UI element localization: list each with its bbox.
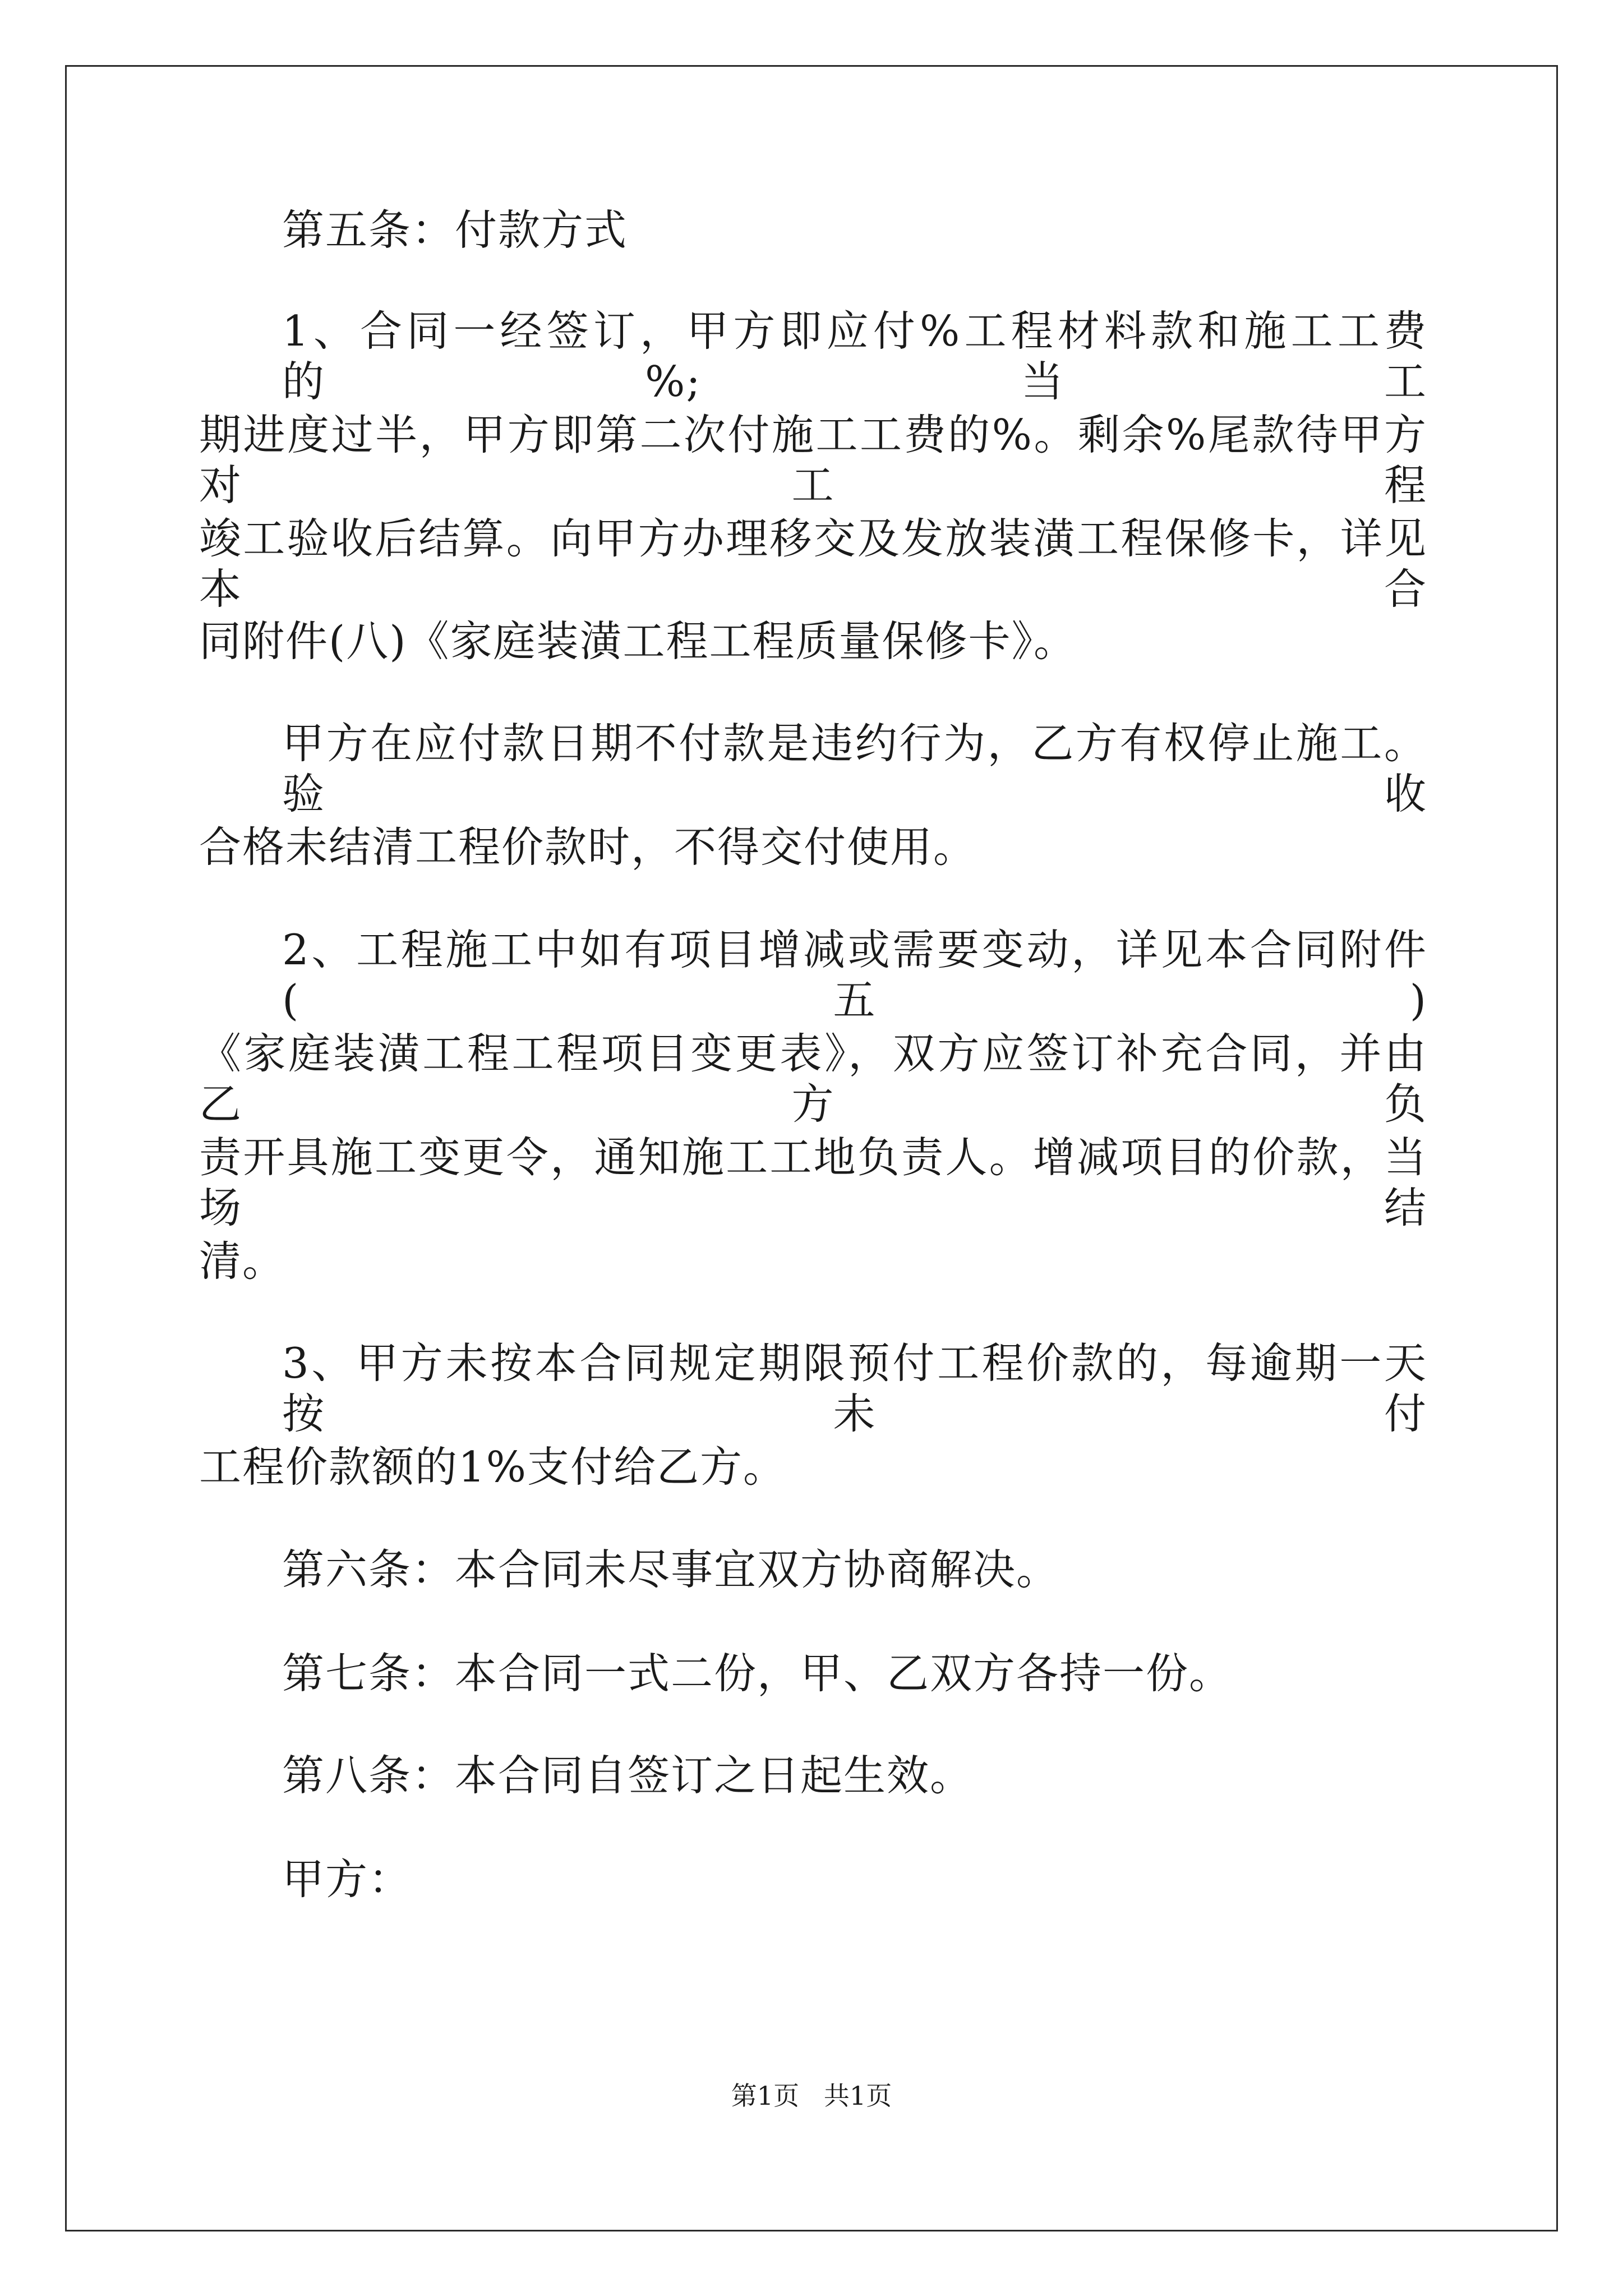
article-8-line: 第八条：本合同自签订之日起生效。 (282, 1751, 974, 1800)
paragraph-line: 1、合同一经签订，甲方即应付%工程材料款和施工工费的%;当工 (282, 306, 1427, 406)
paragraph-line: 同附件(八)《家庭装潢工程工程质量保修卡》。 (199, 616, 1077, 666)
paragraph-line: 责开具施工变更令，通知施工工地负责人。增减项目的价款，当场结 (199, 1133, 1427, 1232)
paragraph-line: 期进度过半，甲方即第二次付施工工费的%。剩余%尾款待甲方对工程 (199, 410, 1427, 510)
article-6-line: 第六条：本合同未尽事宜双方协商解决。 (282, 1545, 1060, 1594)
page-footer: 第1页 共1页 (731, 2081, 892, 2111)
paragraph-line: 3、甲方未按本合同规定期限预付工程价款的，每逾期一天按未付 (282, 1338, 1427, 1438)
paragraph-line: 合格未结清工程价款时，不得交付使用。 (199, 822, 977, 872)
paragraph-line: 工程价款额的1%支付给乙方。 (199, 1442, 786, 1492)
article-7-line: 第七条：本合同一式二份，甲、乙双方各持一份。 (282, 1649, 1233, 1698)
article-5-heading: 第五条：付款方式 (282, 205, 628, 255)
paragraph-line: 甲方在应付款日期不付款是违约行为，乙方有权停止施工。验收 (282, 719, 1427, 818)
paragraph-line: 清。 (199, 1236, 286, 1286)
paragraph-line: 2、工程施工中如有项目增减或需要变动，详见本合同附件(五) (282, 925, 1427, 1025)
paragraph-line: 竣工验收后结算。向甲方办理移交及发放装潢工程保修卡，详见本合 (199, 514, 1427, 614)
party-a-signature-label: 甲方： (282, 1855, 412, 1904)
paragraph-line: 《家庭装潢工程工程项目变更表》，双方应签订补充合同，并由乙方负 (199, 1029, 1427, 1129)
